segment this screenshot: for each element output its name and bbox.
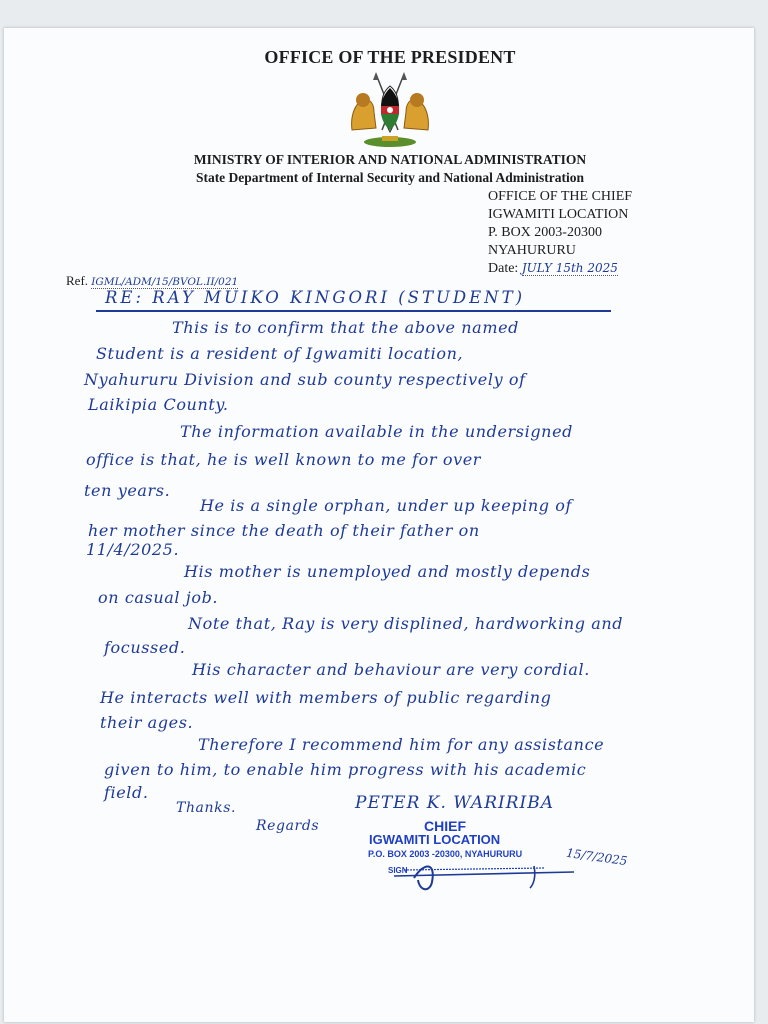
date-row: [488, 261, 618, 277]
stamp-date-mark: 15/7/2025: [565, 845, 629, 869]
body-line: Nyahururu Division and sub county respectively of: [84, 370, 526, 389]
letter-subject: RE: RAY MUIKO KINGORI (STUDENT): [105, 288, 526, 307]
body-line: He interacts well with members of public regarding: [100, 688, 552, 707]
body-line: The information available in the undersigned: [180, 422, 573, 441]
address-line-office: OFFICE OF THE CHIEF: [488, 189, 633, 204]
body-line: His character and behaviour are very cordial.: [192, 660, 590, 679]
body-line: This is to confirm that the above named: [172, 318, 520, 337]
body-line: field.: [104, 783, 149, 802]
body-line: Therefore I recommend him for any assistance: [198, 735, 605, 754]
closing-thanks: Thanks.: [176, 800, 237, 816]
ministry-heading: MINISTRY OF INTERIOR AND NATIONAL ADMINISTRATION: [193, 152, 587, 167]
body-line: Laikipia County.: [88, 395, 229, 414]
department-heading: State Department of Internal Security and National Administration: [195, 170, 585, 185]
coat-of-arms-icon: [346, 70, 434, 148]
date-value: JULY 15th 2025: [521, 261, 618, 275]
body-line: Student is a resident of Igwamiti location,: [96, 344, 464, 363]
body-line: His mother is unemployed and mostly depends: [184, 562, 591, 581]
signature-scribble-icon: [384, 852, 674, 900]
date-label: Date:: [488, 261, 519, 276]
subject-underline: [96, 310, 611, 312]
address-line-location: IGWAMITI LOCATION: [488, 207, 629, 222]
body-line: ten years.: [84, 481, 171, 500]
office-title: OFFICE OF THE PRESIDENT: [264, 47, 516, 67]
stamp-title: CHIEF: [424, 818, 466, 834]
body-line: focussed.: [104, 638, 186, 657]
address-line-box: P. BOX 2003-20300: [488, 225, 602, 240]
body-line: given to him, to enable him progress with his academic: [104, 760, 587, 779]
body-line: 11/4/2025.: [86, 540, 180, 559]
stamp-location: IGWAMITI LOCATION: [369, 832, 501, 847]
stamp-box: P.O. BOX 2003 -20300, NYAHURURU: [368, 849, 523, 859]
body-line: Note that, Ray is very displined, hardworking and: [188, 614, 624, 633]
closing-regards: Regards: [256, 818, 320, 834]
address-line-town: NYAHURURU: [488, 243, 576, 258]
body-line: on casual job.: [98, 588, 219, 607]
body-line: her mother since the death of their father on: [88, 521, 480, 540]
reference-row: [66, 273, 238, 289]
stamp-sign-label: SIGN: [388, 866, 408, 875]
body-line: their ages.: [100, 713, 194, 732]
body-line: He is a single orphan, under up keeping of: [200, 496, 573, 515]
reference-label: Ref.: [66, 273, 89, 288]
body-line: office is that, he is well known to me for over: [86, 450, 482, 469]
reference-value: IGML/ADM/15/BVOL.II/021: [91, 276, 239, 288]
signatory-name: PETER K. WARIRIBA: [355, 793, 555, 813]
